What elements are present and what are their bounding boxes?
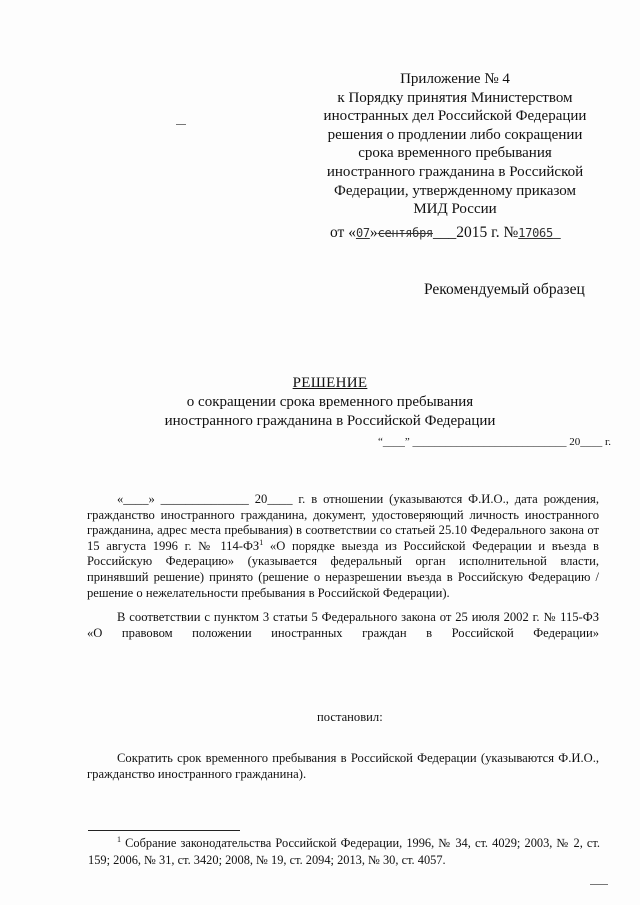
appendix-line: иностранных дел Российской Федерации <box>323 108 587 125</box>
footnote-text: Собрание законодательства Российской Федерации, 1996, № 34, ст. 4029; 2003, № 2, ст. 159; 2006, № 31, ст. 3420; 2008, № 19, ст. 2094; 2013, № 30, ст. 4057. <box>88 836 600 867</box>
appendix-line: МИД России <box>413 201 497 218</box>
appendix-line: Приложение № 4 <box>400 71 510 87</box>
appendix-line: иностранного гражданина в Российской <box>326 163 584 180</box>
order-year: 2015 г. № <box>456 224 519 241</box>
appendix-header <box>300 70 610 219</box>
paragraph-text: «____» ______________ 20____ г. в отношении (указываются Ф.И.О., дата рождения, гражданство иностранного гражданина, документ, удостоверяющий личность иностранного гражданина, адрес места пребывания) в соответствии со статьей 25.10 Федерального закона от 15 августа 1996 г. № 114-ФЗ <box>87 492 599 553</box>
decision-title-block <box>100 374 560 431</box>
order-reference: от «07»сентября___2015 г. №17065_ <box>330 224 561 241</box>
scan-mark <box>176 124 186 125</box>
appendix-line: решения о продлении либо сокращении <box>327 126 583 143</box>
paragraph-text: Сократить срок временного пребывания в Российской Федерации (указываются Ф.И.О., гражданство иностранного гражданина). <box>87 751 599 781</box>
order-quote-close: » <box>369 224 378 241</box>
footnote-mark: 1 <box>117 834 121 844</box>
date-blank-field: “____” ____________________________ 20____ г. <box>378 436 612 448</box>
paragraph-resolution <box>87 751 599 782</box>
order-month: сентября <box>377 226 433 240</box>
appendix-line: к Порядку принятия Министерством <box>337 89 573 106</box>
footnote <box>88 835 600 868</box>
decision-subtitle: иностранного гражданина в Российской Федерации <box>164 413 496 429</box>
order-day: 07 <box>355 226 370 240</box>
appendix-line: срока временного пребывания <box>358 145 552 162</box>
recommended-sample-label: Рекомендуемый образец <box>424 281 585 298</box>
paragraph-basis <box>87 492 599 601</box>
scan-mark <box>590 884 608 885</box>
footnote-ref: 1 <box>259 537 264 547</box>
order-prefix: от « <box>330 224 356 241</box>
decision-subtitle: о сокращении срока временного пребывания <box>186 394 474 410</box>
appendix-line: Федерации, утвержденному приказом <box>333 182 577 199</box>
paragraph-text: В соответствии с пунктом 3 статьи 5 Федерального закона от 25 июля 2002 г. № 115-ФЗ «О правовом положении иностранных граждан в Российской Федерации» <box>87 610 599 640</box>
decreed-label: постановил: <box>317 710 383 724</box>
paragraph-legal-basis <box>87 610 599 641</box>
decision-title: РЕШЕНИЕ <box>292 375 368 391</box>
order-number: 17065 <box>518 226 553 240</box>
paragraph-text: «О порядке выезда из Российской Федерации и въезда в Российскую Федерацию» (указывается федеральный орган исполнительной власти, принявший решение) принято (решение о неразрешении въезда в Российскую Федерацию / решение о нежелательности пребывания в Российской Федерации). <box>87 538 599 600</box>
footnote-divider <box>88 830 240 831</box>
